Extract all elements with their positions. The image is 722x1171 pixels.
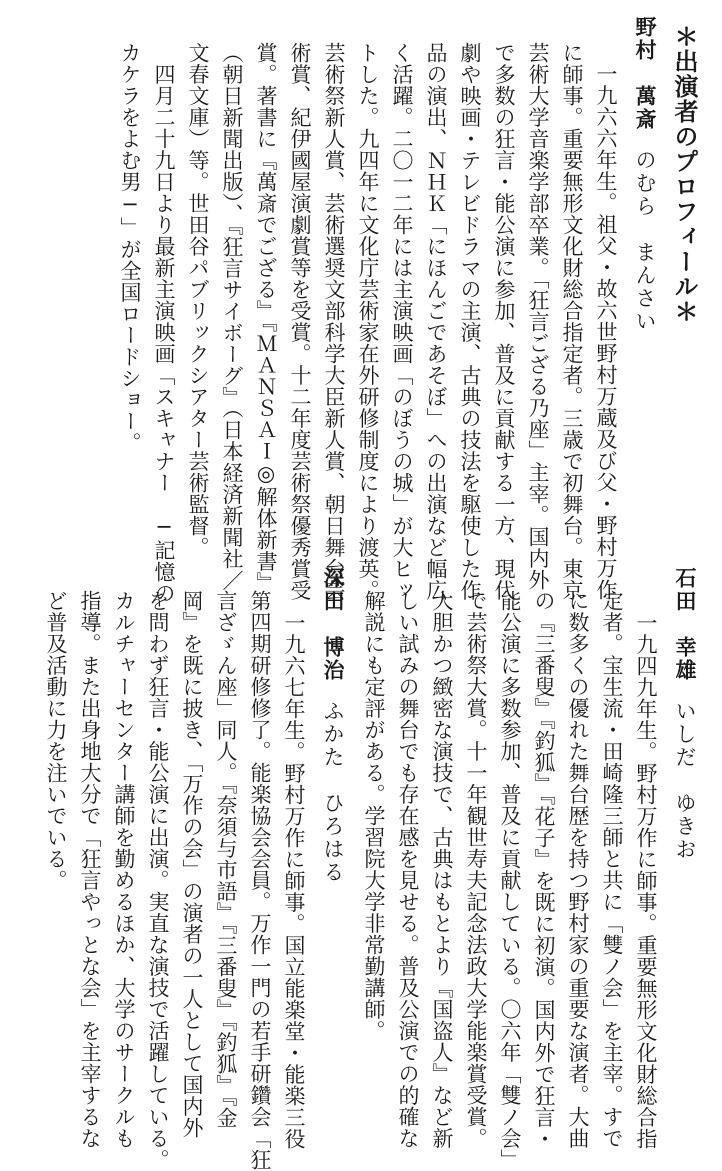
profile-text-line: で多数の狂言・能公演に参加、普及に貢献する一方、現代 [492, 42, 516, 601]
profile-name: 石田 幸雄 [673, 567, 698, 682]
profile-text-line: 一九六六年生。祖父・故六世野村万蔵及び父・野村万作 [594, 63, 618, 601]
profile-reading: のむら まんさい [633, 149, 657, 333]
profile-text-line: 賞。著書に『萬斎でござる』『ＭＡＮＳＡＩ◎解体新書』 [254, 42, 278, 594]
profile-text-line: 解説にも定評がある。学習院大学非常勤講師。 [362, 590, 386, 1042]
profile-reading: いしだ ゆきお [673, 700, 697, 861]
profile-text-line: ど普及活動に力を注いでいる。 [44, 590, 68, 891]
profile-text-line: 岡』を既に披き、「万作の会」の演者の一人として国内外 [180, 590, 204, 1139]
profile-text-line: 大胆かつ緻密な演技で、古典はもとより『国盗人』など新 [430, 590, 454, 1149]
profile-name-row [322, 567, 344, 884]
profile-text-line: 一九六七年生。野村万作に師事。国立能楽堂・能楽三役 [282, 612, 306, 1150]
profile-text-line: に師事。重要無形文化財総合指定者。三歳で初舞台。東京 [560, 42, 584, 601]
profile-text-line: 芸術祭新人賞、芸術選奨文部科学大臣新人賞、朝日舞台芸 [322, 42, 346, 601]
section-title: ＊出演者のプロフィール＊ [670, 24, 699, 324]
profile-text-line: 品の演出、ＮＨＫ「にほんごであそぼ」への出演など幅広 [424, 42, 448, 601]
profile-text-line: カケラをよむ男─」が全国ロードショー。 [118, 42, 142, 454]
profile-text-line: 術賞、紀伊國屋演劇賞等を受賞。十二年度芸術祭優秀賞受 [288, 42, 312, 601]
profile-text-line: 定者。宝生流・田崎隆三師と共に「雙ノ会」を主宰。すで [600, 590, 624, 1149]
profile-text-line: に数多くの優れた舞台歴を持つ野村家の重要な演者。大曲 [566, 590, 590, 1149]
profile-text-line: を問わず狂言・能公演に出演。実直な演技で活躍している。 [146, 590, 170, 1171]
profile-text-line: 言ざゞん座」同人。『奈須与市語』『三番叟』『釣狐』『金 [214, 590, 238, 1129]
profile-name-row [634, 16, 656, 333]
profile-text-line: 第四期研修修了。能楽協会会員。万作一門の若手研鑽会「狂 [248, 590, 272, 1171]
profile-text-line: 四月二十九日より最新主演映画「スキャナー ─記憶の [152, 42, 176, 604]
profile-text-line: 一九四九年生。野村万作に師事。重要無形文化財総合指 [634, 612, 658, 1150]
profile-text-line: （朝日新聞出版）、『狂言サイボーグ』（日本経済新聞社／ [220, 42, 244, 591]
profile-text-line: 能公演に多数参加、普及に貢献している。〇六年「雙ノ会」 [498, 590, 522, 1171]
profile-text-line: く活躍。二〇一二年には主演映画「のぼうの城」が大ヒッ [390, 42, 414, 601]
profile-text-line: で芸術祭大賞。十一年観世寿夫記念法政大学能楽賞受賞。 [464, 590, 488, 1149]
profile-reading: ふかた ひろはる [321, 700, 345, 884]
profile-name-row [674, 567, 696, 861]
profile-text-line: 文春文庫）等。世田谷パブリックシアター芸術監督。 [186, 42, 210, 558]
profile-text-line: 芸術大学音楽学部卒業。「狂言ござる乃座」主宰。国内外 [526, 42, 550, 591]
profile-text-line: の『三番叟』『釣狐』『花子』を既に初演。国内外で狂言・ [532, 590, 556, 1150]
profile-text-line: 指導。また出身地大分で「狂言やっとな会」を主宰するな [78, 590, 102, 1149]
profile-name: 深田 博治 [321, 567, 346, 682]
profile-text-line: しい試みの舞台でも存在感を見せる。普及公演での的確な [396, 590, 420, 1149]
profile-text-line: 劇や映画・テレビドラマの主演、古典の技法を駆使した作 [458, 42, 482, 601]
profile-text-line: カルチャーセンター講師を勤めるほか、大学のサークルも [112, 590, 136, 1149]
profile-name: 野村 萬斎 [633, 16, 658, 131]
profile-text-line: トした。九四年に文化庁芸術家在外研修制度により渡英。 [356, 42, 380, 601]
